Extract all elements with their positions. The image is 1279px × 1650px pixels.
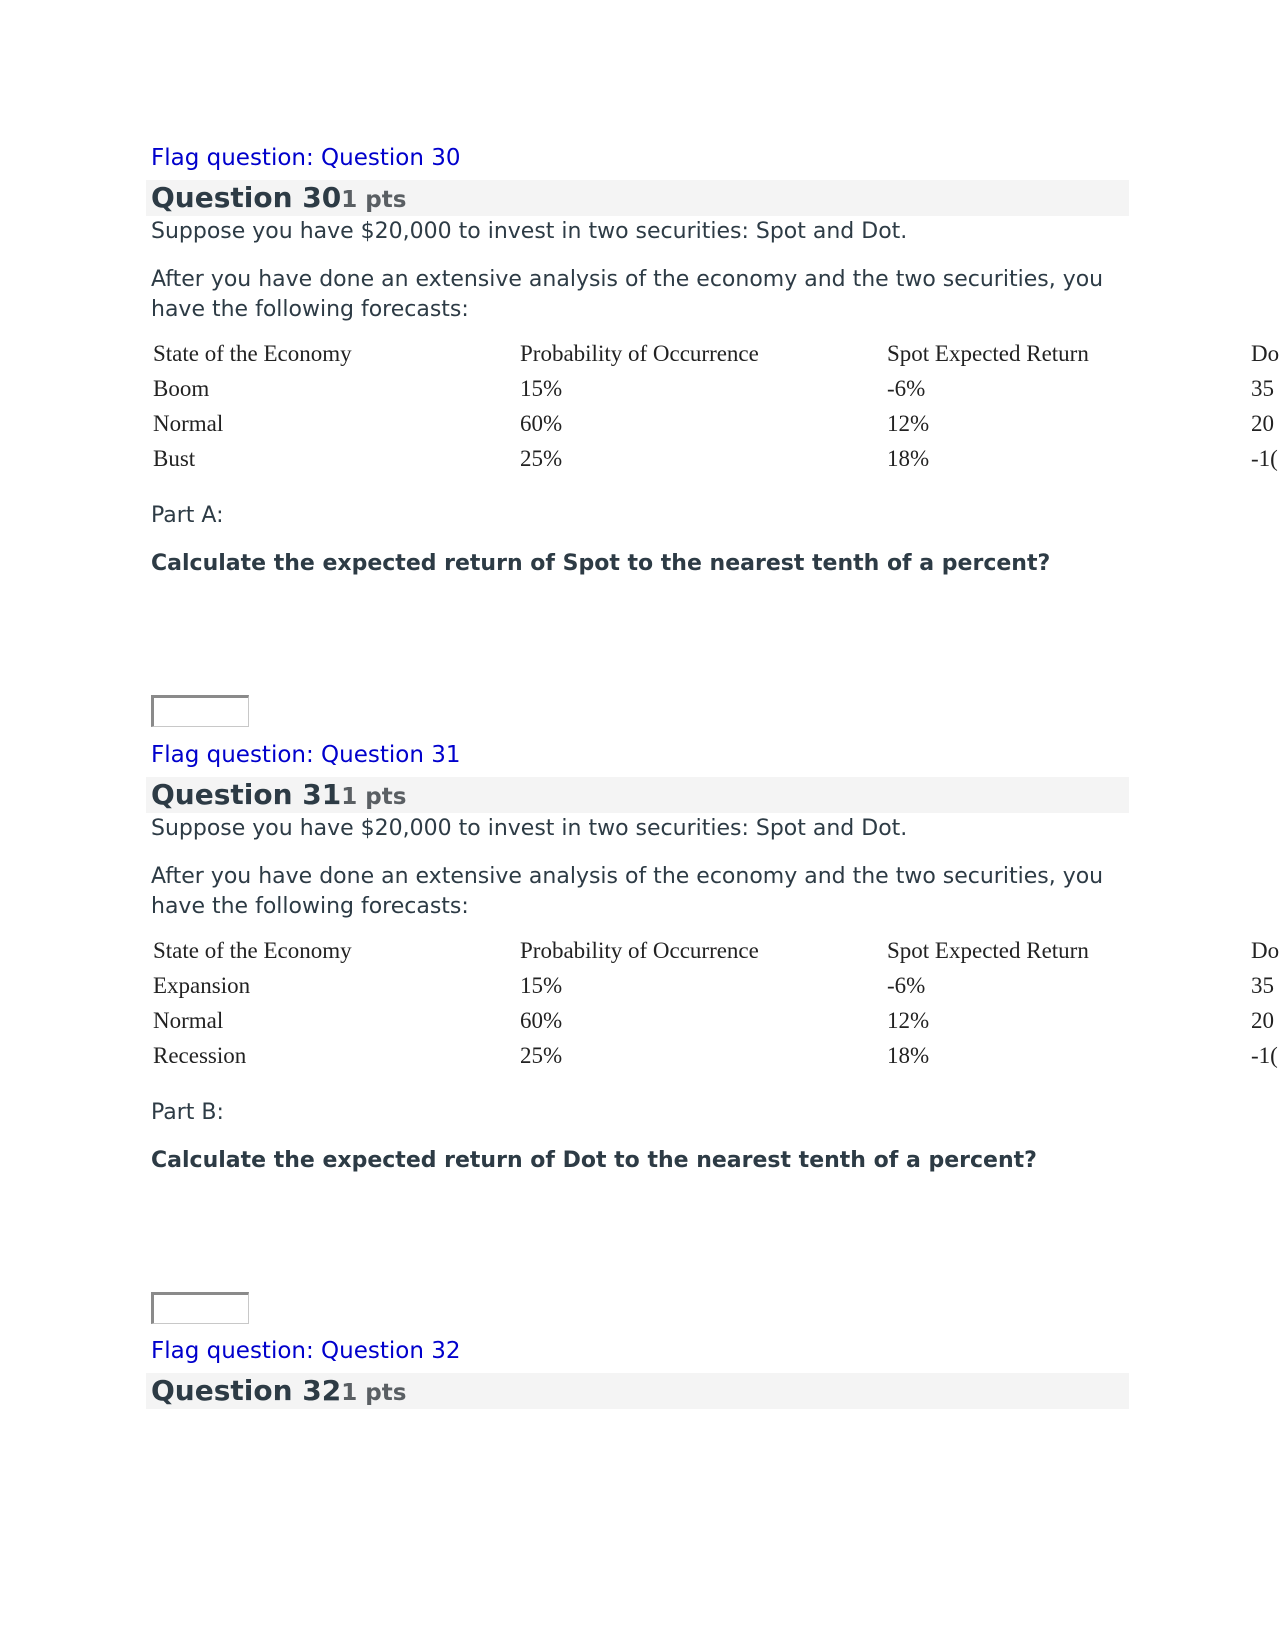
table-cell: Expansion (153, 973, 251, 998)
table-header-cell: Probability of Occurrence (520, 341, 759, 366)
table-cell: 35 (1251, 376, 1274, 401)
flag-question-link[interactable]: Flag question: Question 32 (151, 1338, 461, 1364)
forecast-table (0, 339, 1279, 479)
question-title (151, 180, 406, 218)
answer-input[interactable] (151, 695, 249, 727)
table-header-cell: State of the Economy (153, 938, 352, 963)
question-title (151, 1373, 406, 1411)
table-cell: 60% (520, 1008, 563, 1033)
question-analysis: After you have done an extensive analysis of the economy and the two securities, you have the following forecasts: (151, 864, 1104, 919)
flag-question-link[interactable]: Flag question: Question 31 (151, 742, 461, 768)
table-cell: 60% (520, 411, 563, 436)
table-cell: -6% (887, 376, 926, 401)
table-cell: 25% (520, 1043, 563, 1068)
forecast-table (0, 936, 1279, 1076)
table-cell: 12% (887, 1008, 930, 1033)
table-cell: 18% (887, 446, 930, 471)
question-part-label: Part A: (151, 503, 224, 528)
flag-question-link[interactable]: Flag question: Question 30 (151, 145, 461, 171)
table-header-cell: Spot Expected Return (887, 938, 1089, 963)
table-cell: -1( (1251, 446, 1278, 471)
question-name: Question 32 (151, 1374, 342, 1407)
question-intro: Suppose you have $20,000 to invest in two securities: Spot and Dot. (151, 816, 908, 841)
question-analysis: After you have done an extensive analysis of the economy and the two securities, you have the following forecasts: (151, 267, 1104, 322)
table-header-cell: Probability of Occurrence (520, 938, 759, 963)
question-points: 1 pts (341, 187, 407, 213)
question-points: 1 pts (341, 784, 407, 810)
question-header (146, 180, 1129, 216)
table-cell: 12% (887, 411, 930, 436)
table-cell: 15% (520, 973, 563, 998)
question-name: Question 30 (151, 181, 342, 214)
table-header-cell: Do (1251, 341, 1279, 366)
table-cell: Recession (153, 1043, 247, 1068)
table-cell: 35 (1251, 973, 1274, 998)
table-cell: Normal (153, 411, 224, 436)
question-intro: Suppose you have $20,000 to invest in two securities: Spot and Dot. (151, 219, 908, 244)
question-title (151, 777, 406, 815)
question-prompt: Calculate the expected return of Spot to the nearest tenth of a percent? (151, 551, 1051, 576)
table-header-cell: Do (1251, 938, 1279, 963)
question-prompt: Calculate the expected return of Dot to the nearest tenth of a percent? (151, 1148, 1037, 1173)
table-cell: 18% (887, 1043, 930, 1068)
table-cell: -1( (1251, 1043, 1278, 1068)
question-points: 1 pts (341, 1380, 407, 1406)
table-cell: 25% (520, 446, 563, 471)
question-header (146, 1373, 1129, 1409)
question-part-label: Part B: (151, 1100, 224, 1125)
table-cell: Normal (153, 1008, 224, 1033)
table-cell: 20 (1251, 1008, 1274, 1033)
question-header (146, 777, 1129, 813)
question-name: Question 31 (151, 778, 342, 811)
answer-input[interactable] (151, 1292, 249, 1324)
table-header-cell: Spot Expected Return (887, 341, 1089, 366)
table-cell: Boom (153, 376, 210, 401)
table-header-cell: State of the Economy (153, 341, 352, 366)
table-cell: 15% (520, 376, 563, 401)
table-cell: 20 (1251, 411, 1274, 436)
table-cell: Bust (153, 446, 196, 471)
table-cell: -6% (887, 973, 926, 998)
